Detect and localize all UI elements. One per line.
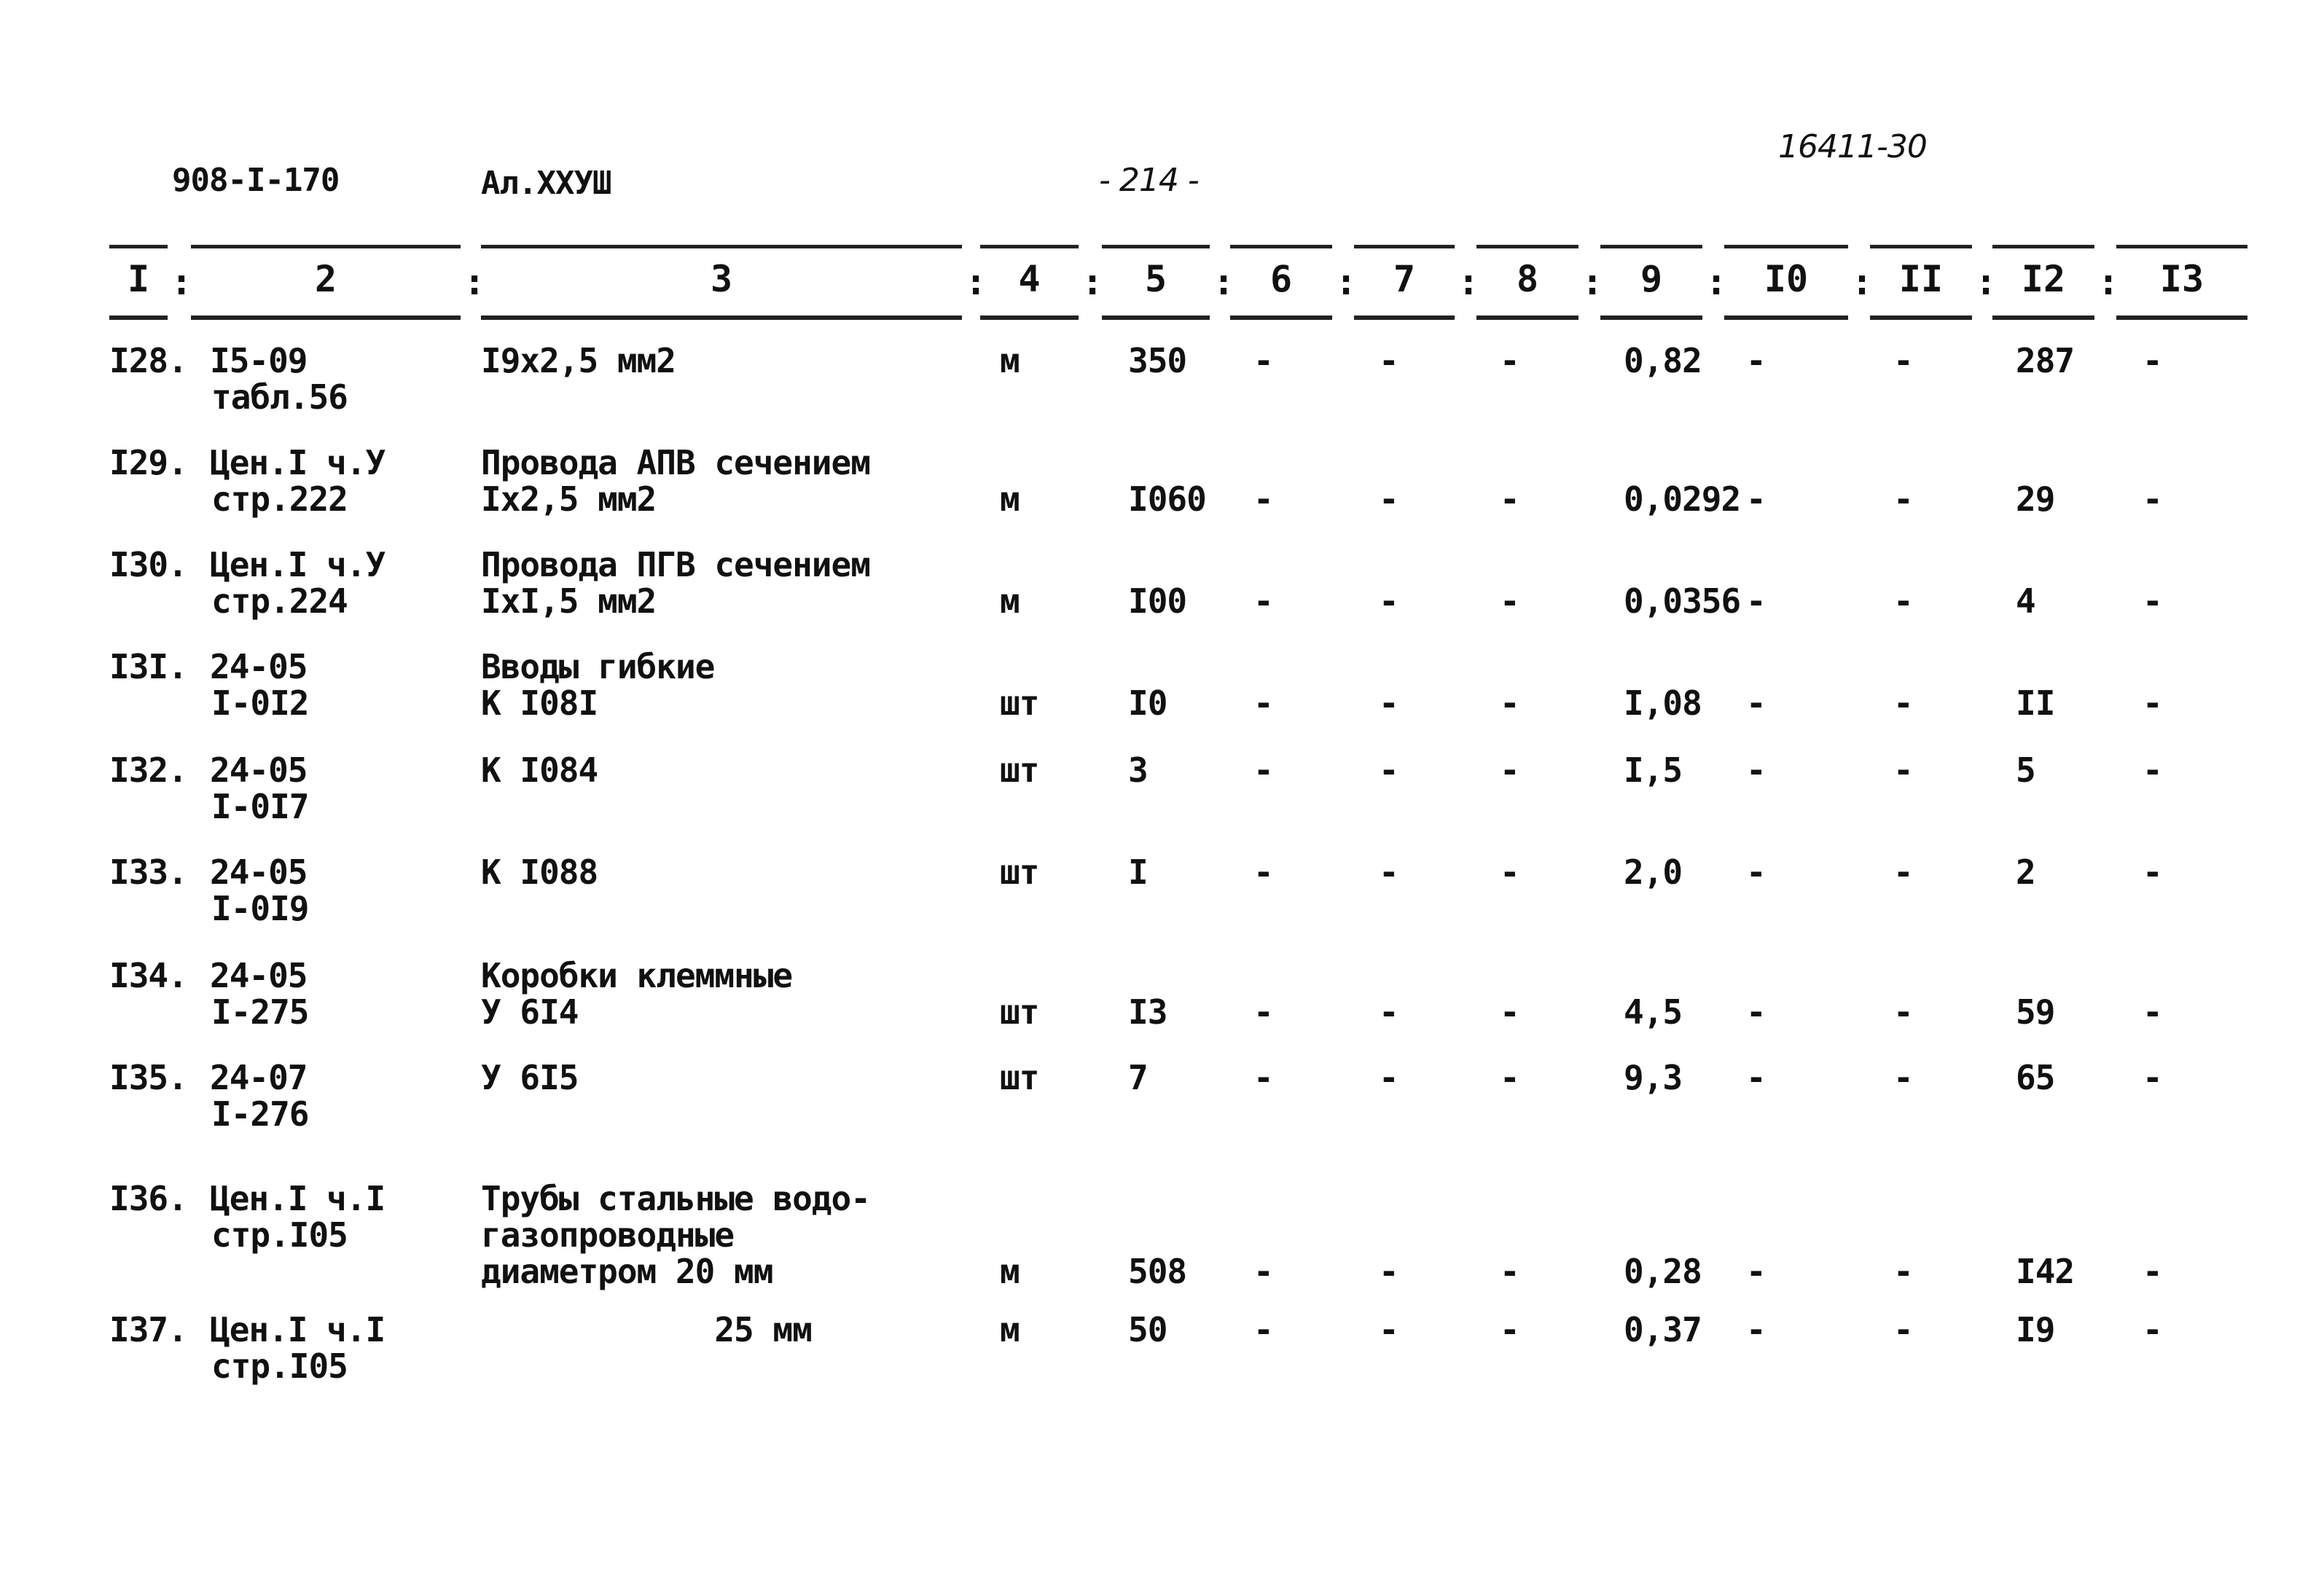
total-weight-cell: 2 xyxy=(2016,852,2035,892)
col13-cell: - xyxy=(2143,1310,2162,1349)
item-name-line: 25 мм xyxy=(481,1310,812,1349)
doc-code: 908-I-170 xyxy=(172,162,340,199)
col13-cell: - xyxy=(2143,1058,2162,1097)
rate-code-line: I-0I9 xyxy=(211,889,309,928)
column-header-11: II xyxy=(1870,245,1972,320)
item-name-line: К I084 xyxy=(481,750,598,790)
col10-cell: - xyxy=(1746,750,1766,790)
column-header-row xyxy=(0,245,2324,325)
col6-cell: - xyxy=(1253,992,1273,1032)
col11-cell: - xyxy=(1893,992,1913,1032)
col8-cell: - xyxy=(1500,1310,1519,1349)
unit-cell: м xyxy=(1000,479,1020,519)
col7-cell: - xyxy=(1379,1252,1398,1291)
total-weight-cell: 59 xyxy=(2016,992,2055,1032)
rate-code-line: табл.56 xyxy=(211,377,348,417)
rate-code-line: стр.I05 xyxy=(211,1215,348,1255)
item-name-line: Провода ПГВ сечением xyxy=(481,545,870,584)
column-separator: : xyxy=(1081,261,1104,303)
column-header-5: 5 xyxy=(1102,245,1210,320)
item-name-line: I9x2,5 мм2 xyxy=(481,341,676,380)
column-separator: : xyxy=(1851,261,1874,303)
col11-cell: - xyxy=(1893,1310,1913,1349)
rate-code-line: I-276 xyxy=(211,1094,309,1134)
total-weight-cell: I42 xyxy=(2016,1252,2075,1291)
rate-code-line: стр.I05 xyxy=(211,1346,348,1386)
unit-weight-cell: 0,82 xyxy=(1624,341,1702,380)
table-row xyxy=(0,342,2324,444)
row-number: I32. xyxy=(109,750,187,790)
rate-code-line: I-0I7 xyxy=(211,787,309,826)
rate-code-line: 24-05 xyxy=(210,647,308,686)
column-separator: : xyxy=(1705,261,1728,303)
row-number: I28. xyxy=(109,341,187,380)
col8-cell: - xyxy=(1500,750,1519,790)
col13-cell: - xyxy=(2143,479,2162,519)
column-header-12: I2 xyxy=(1992,245,2094,320)
item-name-line: К I088 xyxy=(481,852,598,892)
quantity-cell: I00 xyxy=(1128,581,1187,621)
col11-cell: - xyxy=(1893,750,1913,790)
total-weight-cell: I9 xyxy=(2016,1310,2055,1349)
col6-cell: - xyxy=(1253,341,1273,380)
column-separator: : xyxy=(1458,261,1480,303)
column-header-4: 4 xyxy=(980,245,1079,320)
col8-cell: - xyxy=(1500,1252,1519,1291)
col6-cell: - xyxy=(1253,750,1273,790)
col11-cell: - xyxy=(1893,852,1913,892)
rate-code-line: I5-09 xyxy=(210,341,308,380)
rate-code-line: 24-05 xyxy=(210,852,308,892)
col10-cell: - xyxy=(1746,992,1766,1032)
rate-code-line: Цен.I ч.У xyxy=(210,545,386,584)
col13-cell: - xyxy=(2143,341,2162,380)
unit-cell: шт xyxy=(1000,750,1039,790)
item-name-line: Трубы стальные водо- xyxy=(481,1179,870,1218)
col10-cell: - xyxy=(1746,581,1766,621)
rate-code-line: Цен.I ч.I xyxy=(210,1179,386,1218)
col8-cell: - xyxy=(1500,852,1519,892)
col8-cell: - xyxy=(1500,581,1519,621)
item-name-line: К I08I xyxy=(481,683,598,723)
rate-code-line: стр.224 xyxy=(211,581,348,621)
unit-weight-cell: 9,3 xyxy=(1624,1058,1683,1097)
item-name-line: У 6I5 xyxy=(481,1058,579,1097)
page-number: - 214 - xyxy=(1099,162,1199,199)
item-name-line: Вводы гибкие xyxy=(481,647,715,686)
col7-cell: - xyxy=(1379,750,1398,790)
col10-cell: - xyxy=(1746,1058,1766,1097)
row-number: I35. xyxy=(109,1058,187,1097)
column-separator: : xyxy=(965,261,987,303)
column-header-9: 9 xyxy=(1600,245,1702,320)
item-name-line: Коробки клеммные xyxy=(481,956,793,995)
inventory-number: 16411-30 xyxy=(1778,128,1927,165)
col7-cell: - xyxy=(1379,992,1398,1032)
quantity-cell: 7 xyxy=(1128,1058,1148,1097)
column-header-8: 8 xyxy=(1476,245,1578,320)
column-header-1: I xyxy=(109,245,168,320)
col10-cell: - xyxy=(1746,1310,1766,1349)
row-number: I34. xyxy=(109,956,187,995)
col11-cell: - xyxy=(1893,1058,1913,1097)
album-label: Ал.XXУШ xyxy=(481,165,611,202)
column-separator: : xyxy=(171,261,193,303)
total-weight-cell: 5 xyxy=(2016,750,2035,790)
column-header-7: 7 xyxy=(1354,245,1455,320)
table-row xyxy=(0,1059,2324,1180)
col6-cell: - xyxy=(1253,1058,1273,1097)
row-number: I33. xyxy=(109,852,187,892)
quantity-cell: I0 xyxy=(1128,683,1167,723)
column-header-2: 2 xyxy=(191,245,461,320)
rate-code-line: 24-05 xyxy=(210,956,308,995)
unit-weight-cell: 0,0356 xyxy=(1624,581,1741,621)
item-name-line: Iх2,5 мм2 xyxy=(481,479,657,519)
col13-cell: - xyxy=(2143,852,2162,892)
unit-weight-cell: 0,0292 xyxy=(1624,479,1741,519)
col6-cell: - xyxy=(1253,852,1273,892)
rate-code-line: 24-07 xyxy=(210,1058,308,1097)
row-number: I36. xyxy=(109,1179,187,1218)
column-separator: : xyxy=(1581,261,1604,303)
quantity-cell: I3 xyxy=(1128,992,1167,1032)
col13-cell: - xyxy=(2143,581,2162,621)
unit-cell: шт xyxy=(1000,683,1039,723)
total-weight-cell: 29 xyxy=(2016,479,2055,519)
col10-cell: - xyxy=(1746,479,1766,519)
col11-cell: - xyxy=(1893,341,1913,380)
unit-weight-cell: 2,0 xyxy=(1624,852,1683,892)
quantity-cell: I060 xyxy=(1128,479,1206,519)
table-row xyxy=(0,648,2324,752)
col6-cell: - xyxy=(1253,581,1273,621)
table-row xyxy=(0,854,2324,957)
table-row xyxy=(0,1180,2324,1311)
col7-cell: - xyxy=(1379,479,1398,519)
col11-cell: - xyxy=(1893,683,1913,723)
col10-cell: - xyxy=(1746,852,1766,892)
column-separator: : xyxy=(1335,261,1358,303)
row-number: I37. xyxy=(109,1310,187,1349)
total-weight-cell: 4 xyxy=(2016,581,2035,621)
unit-cell: м xyxy=(1000,1252,1020,1291)
col6-cell: - xyxy=(1253,1252,1273,1291)
item-name-line: У 6I4 xyxy=(481,992,579,1032)
rate-code-line: I-275 xyxy=(211,992,309,1032)
item-name-line: Провода АПВ сечением xyxy=(481,443,870,482)
table-row xyxy=(0,752,2324,854)
col13-cell: - xyxy=(2143,992,2162,1032)
unit-weight-cell: 0,28 xyxy=(1624,1252,1702,1291)
item-name-line: IхI,5 мм2 xyxy=(481,581,657,621)
unit-cell: шт xyxy=(1000,992,1039,1032)
rate-code-line: Цен.I ч.У xyxy=(210,443,386,482)
total-weight-cell: II xyxy=(2016,683,2055,723)
row-number: I29. xyxy=(109,443,187,482)
col8-cell: - xyxy=(1500,683,1519,723)
col7-cell: - xyxy=(1379,1058,1398,1097)
col13-cell: - xyxy=(2143,1252,2162,1291)
item-name-line: газопроводные xyxy=(481,1215,735,1255)
column-separator: : xyxy=(2097,261,2120,303)
column-separator: : xyxy=(463,261,486,303)
unit-weight-cell: I,5 xyxy=(1624,750,1683,790)
quantity-cell: 3 xyxy=(1128,750,1148,790)
col6-cell: - xyxy=(1253,479,1273,519)
col7-cell: - xyxy=(1379,852,1398,892)
col10-cell: - xyxy=(1746,1252,1766,1291)
unit-cell: шт xyxy=(1000,852,1039,892)
rate-code-line: Цен.I ч.I xyxy=(210,1310,386,1349)
col8-cell: - xyxy=(1500,341,1519,380)
col13-cell: - xyxy=(2143,750,2162,790)
col10-cell: - xyxy=(1746,683,1766,723)
col10-cell: - xyxy=(1746,341,1766,380)
rate-code-line: 24-05 xyxy=(210,750,308,790)
quantity-cell: 508 xyxy=(1128,1252,1187,1291)
col7-cell: - xyxy=(1379,1310,1398,1349)
col7-cell: - xyxy=(1379,683,1398,723)
quantity-cell: 50 xyxy=(1128,1310,1167,1349)
col8-cell: - xyxy=(1500,992,1519,1032)
quantity-cell: 350 xyxy=(1128,341,1187,380)
column-header-10: I0 xyxy=(1724,245,1848,320)
table-row xyxy=(0,1311,2324,1414)
table-row xyxy=(0,957,2324,1059)
unit-cell: м xyxy=(1000,1310,1020,1349)
rate-code-line: стр.222 xyxy=(211,479,348,519)
total-weight-cell: 65 xyxy=(2016,1058,2055,1097)
col7-cell: - xyxy=(1379,341,1398,380)
unit-weight-cell: 0,37 xyxy=(1624,1310,1702,1349)
unit-weight-cell: 4,5 xyxy=(1624,992,1683,1032)
unit-cell: м xyxy=(1000,341,1020,380)
row-number: I30. xyxy=(109,545,187,584)
col11-cell: - xyxy=(1893,581,1913,621)
total-weight-cell: 287 xyxy=(2016,341,2075,380)
quantity-cell: I xyxy=(1128,852,1148,892)
column-header-13: I3 xyxy=(2116,245,2247,320)
col13-cell: - xyxy=(2143,683,2162,723)
row-number: I3I. xyxy=(109,647,187,686)
col11-cell: - xyxy=(1893,479,1913,519)
col7-cell: - xyxy=(1379,581,1398,621)
table-row xyxy=(0,444,2324,546)
table-row xyxy=(0,546,2324,648)
col6-cell: - xyxy=(1253,1310,1273,1349)
column-header-3: 3 xyxy=(481,245,962,320)
rate-code-line: I-0I2 xyxy=(211,683,309,723)
column-header-6: 6 xyxy=(1230,245,1332,320)
column-separator: : xyxy=(1213,261,1235,303)
col6-cell: - xyxy=(1253,683,1273,723)
col11-cell: - xyxy=(1893,1252,1913,1291)
unit-weight-cell: I,08 xyxy=(1624,683,1702,723)
col8-cell: - xyxy=(1500,479,1519,519)
item-name-line: диаметром 20 мм xyxy=(481,1252,773,1291)
column-separator: : xyxy=(1975,261,1998,303)
col8-cell: - xyxy=(1500,1058,1519,1097)
unit-cell: м xyxy=(1000,581,1020,621)
unit-cell: шт xyxy=(1000,1058,1039,1097)
